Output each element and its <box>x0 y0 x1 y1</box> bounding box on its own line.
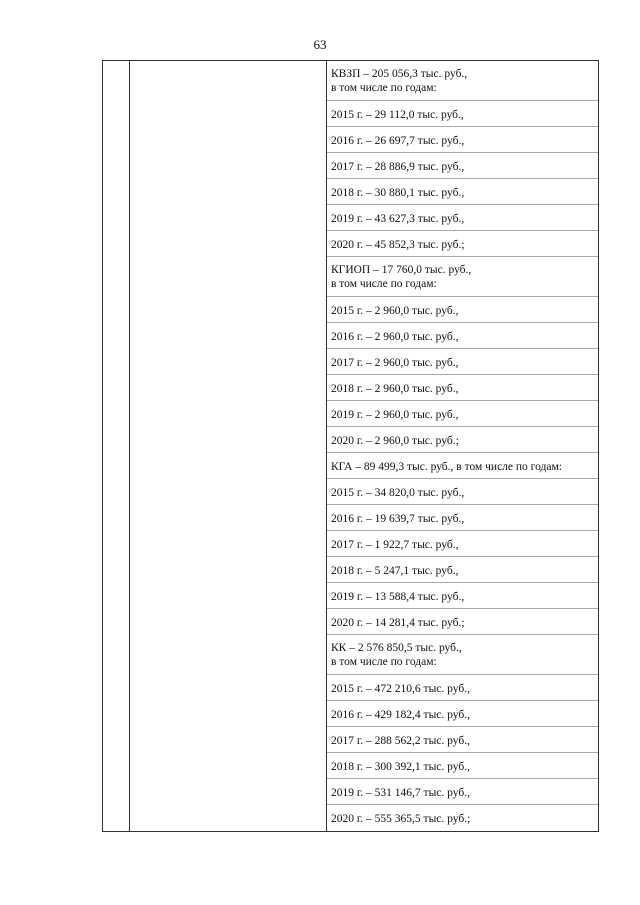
funding-entry-line: 2016 г. – 19 639,7 тыс. руб., <box>331 513 465 525</box>
funding-entry <box>327 297 598 323</box>
funding-entry <box>327 635 598 675</box>
funding-entry <box>327 401 598 427</box>
funding-entry-line: 2020 г. – 14 281,4 тыс. руб.; <box>331 617 465 629</box>
funding-entry <box>327 323 598 349</box>
funding-entry-line: 2015 г. – 2 960,0 тыс. руб., <box>331 305 459 317</box>
funding-entry-line: 2017 г. – 2 960,0 тыс. руб., <box>331 357 459 369</box>
funding-entry <box>327 257 598 297</box>
funding-entry-line: 2015 г. – 472 210,6 тыс. руб., <box>331 683 470 695</box>
funding-entry-line: 2017 г. – 288 562,2 тыс. руб., <box>331 735 470 747</box>
funding-entry-line: в том числе по годам: <box>331 82 437 94</box>
empty-cell-number <box>103 61 130 832</box>
funding-entry-line: 2015 г. – 34 820,0 тыс. руб., <box>331 487 465 499</box>
funding-entry-line: 2018 г. – 30 880,1 тыс. руб., <box>331 187 465 199</box>
funding-entry-line: 2018 г. – 2 960,0 тыс. руб., <box>331 383 459 395</box>
funding-entry-line: 2015 г. – 29 112,0 тыс. руб., <box>331 109 464 121</box>
funding-entry-line: 2016 г. – 429 182,4 тыс. руб., <box>331 709 470 721</box>
funding-entry <box>327 101 598 127</box>
funding-entry <box>327 531 598 557</box>
funding-entry <box>327 557 598 583</box>
funding-entry <box>327 179 598 205</box>
funding-entry <box>327 727 598 753</box>
funding-table <box>102 60 599 832</box>
funding-entry-line: 2017 г. – 28 886,9 тыс. руб., <box>331 161 465 173</box>
funding-entries <box>327 61 598 831</box>
funding-entry-line: 2018 г. – 300 392,1 тыс. руб., <box>331 761 470 773</box>
funding-entry <box>327 505 598 531</box>
funding-entry-line: 2018 г. – 5 247,1 тыс. руб., <box>331 565 459 577</box>
page-number: 63 <box>313 37 327 52</box>
funding-entry <box>327 701 598 727</box>
funding-entry-line: 2016 г. – 2 960,0 тыс. руб., <box>331 331 459 343</box>
funding-entry <box>327 61 598 101</box>
funding-entry-line: 2019 г. – 43 627,3 тыс. руб., <box>331 213 465 225</box>
funding-entry-line: 2020 г. – 2 960,0 тыс. руб.; <box>331 435 459 447</box>
funding-entry-line: КК – 2 576 850,5 тыс. руб., <box>331 642 462 654</box>
funding-entry-line: 2016 г. – 26 697,7 тыс. руб., <box>331 135 465 147</box>
funding-entry <box>327 231 598 257</box>
funding-entry <box>327 427 598 453</box>
funding-entry-line: КГИОП – 17 760,0 тыс. руб., <box>331 264 472 276</box>
funding-entry <box>327 779 598 805</box>
funding-cell <box>327 61 599 832</box>
funding-entry <box>327 583 598 609</box>
funding-entry <box>327 153 598 179</box>
funding-entry-line: 2020 г. – 45 852,3 тыс. руб.; <box>331 239 465 251</box>
funding-entry <box>327 753 598 779</box>
funding-entry <box>327 805 598 831</box>
funding-entry <box>327 127 598 153</box>
funding-entry <box>327 609 598 635</box>
table-row <box>103 61 599 832</box>
funding-entry-line: 2019 г. – 531 146,7 тыс. руб., <box>331 787 470 799</box>
funding-entry-line: 2017 г. – 1 922,7 тыс. руб., <box>331 539 459 551</box>
funding-entry-line: 2020 г. – 555 365,5 тыс. руб.; <box>331 813 471 825</box>
funding-entry-line: КГА – 89 499,3 тыс. руб., в том числе по годам: <box>331 461 562 473</box>
funding-entry <box>327 205 598 231</box>
funding-entry-line: 2019 г. – 13 588,4 тыс. руб., <box>331 591 465 603</box>
funding-entry <box>327 675 598 701</box>
funding-entry <box>327 349 598 375</box>
funding-entry-line: КВЗП – 205 056,3 тыс. руб., <box>331 68 468 80</box>
funding-entry-line: в том числе по годам: <box>331 278 437 290</box>
empty-cell-label <box>130 61 327 832</box>
funding-entry <box>327 375 598 401</box>
funding-entry-line: в том числе по годам: <box>331 656 437 668</box>
funding-entry <box>327 453 598 479</box>
funding-entry-line: 2019 г. – 2 960,0 тыс. руб., <box>331 409 459 421</box>
funding-entry <box>327 479 598 505</box>
